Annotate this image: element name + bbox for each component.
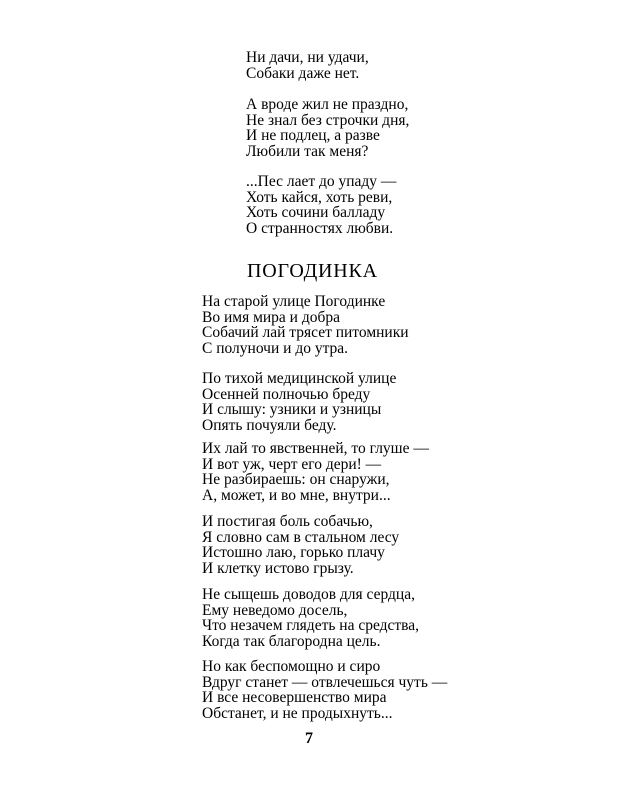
stanza: [202, 294, 409, 357]
stanza: [246, 50, 369, 81]
verse-line: По тихой медицинской улице: [202, 370, 397, 387]
verse-line: Что незачем глядеть на средства,: [202, 617, 420, 635]
verse-line: С полуночи и до утра.: [202, 340, 349, 358]
verse-line: Ему неведомо досель,: [202, 601, 348, 619]
stanza: [246, 97, 409, 160]
verse-line: Их лай то явственней, то глуше —: [202, 440, 429, 457]
stanza: [202, 514, 399, 577]
verse-line: Вдруг станет — отвлечешься чуть —: [202, 673, 448, 691]
verse-line: И не подлец, а разве: [246, 127, 380, 145]
page-number: 7: [305, 730, 313, 747]
verse-line: Истошно лаю, горько плачу: [202, 544, 385, 562]
verse-line: Я словно сам в стальном лесу: [202, 528, 400, 546]
stanza: [202, 587, 419, 650]
verse-line: Но как беспомощно и сиро: [202, 658, 381, 675]
verse-line: А вроде жил не праздно,: [246, 96, 409, 113]
verse-line: Опять почуяли беду.: [202, 417, 337, 435]
verse-line: И вот уж, черт его дери! —: [202, 455, 382, 473]
stanza: [202, 441, 429, 504]
verse-line: О странностях любви.: [246, 220, 394, 238]
verse-line: Обстанет, и не продыхнуть...: [202, 705, 393, 723]
verse-line: ...Пес лает до упаду —: [246, 173, 397, 190]
verse-line: Когда так благородна цель.: [202, 633, 381, 651]
verse-line: Хоть сочини балладу: [246, 204, 386, 222]
stanza: [202, 371, 396, 434]
verse-line: И постигая боль собачью,: [202, 513, 373, 530]
verse-line: А, может, и во мне, внутри...: [202, 487, 391, 505]
stanza: [246, 174, 396, 237]
verse-line: Во имя мира и добра: [202, 308, 341, 326]
verse-line: На старой улице Погодинке: [202, 293, 386, 310]
poem-title: ПОГОДИНКА: [247, 260, 378, 282]
verse-line: И все несовершенство мира: [202, 689, 387, 707]
verse-line: Любили так меня?: [246, 143, 369, 161]
verse-line: Ни дачи, ни удачи,: [246, 49, 369, 66]
verse-line: Собачий лай трясет питомники: [202, 324, 409, 342]
verse-line: Не разбираешь: он снаружи,: [202, 471, 390, 489]
verse-line: Хоть кайся, хоть реви,: [246, 188, 393, 206]
verse-line: И клетку истово грызу.: [202, 560, 354, 578]
verse-line: Не знал без строчки дня,: [246, 111, 410, 129]
verse-line: Осенней полночью бреду: [202, 385, 371, 403]
stanza: [202, 659, 447, 722]
verse-line: И слышу: узники и узницы: [202, 401, 382, 419]
verse-line: Не сыщешь доводов для сердца,: [202, 586, 415, 603]
verse-line: Собаки даже нет.: [246, 64, 360, 82]
